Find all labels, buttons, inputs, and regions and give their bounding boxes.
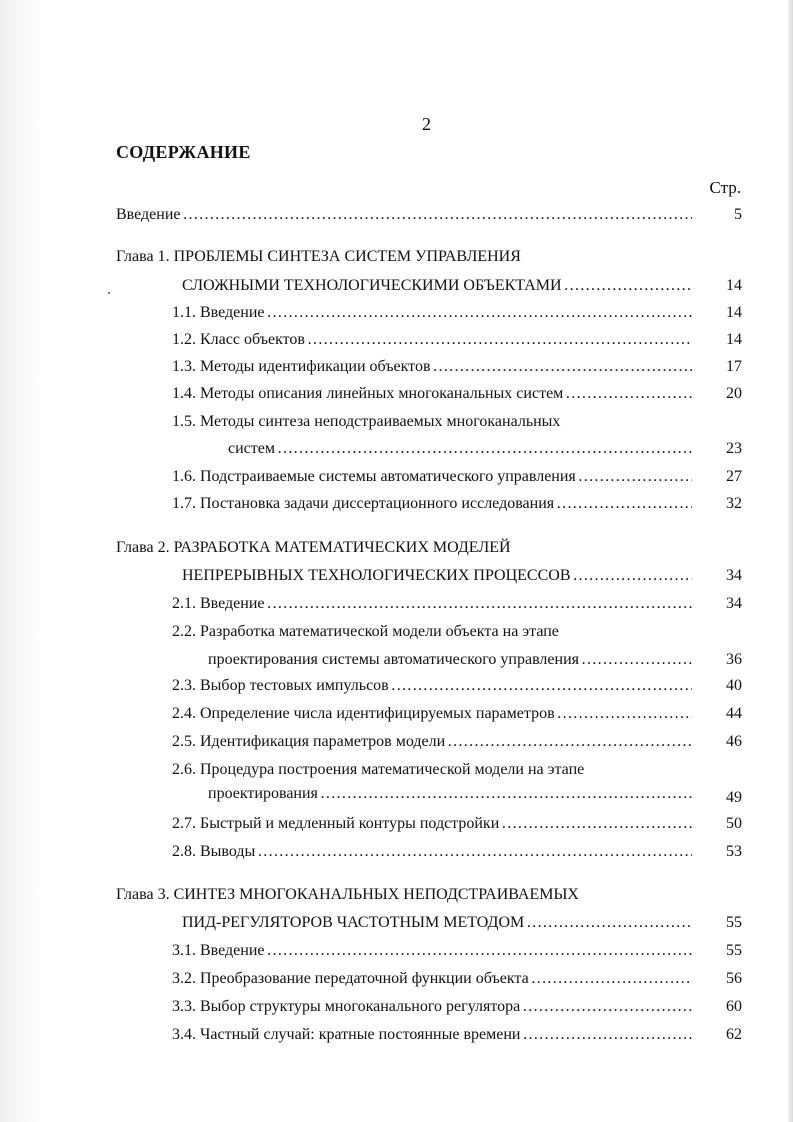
dot-leader — [556, 494, 692, 514]
toc-entry-text: проектирования — [208, 785, 318, 802]
chapter-1-heading-line1: Глава 1. ПРОБЛЕМЫ СИНТЕЗА СИСТЕМ УПРАВЛЕНИЯ — [116, 248, 521, 265]
toc-entry — [172, 704, 742, 724]
toc-entry-intro — [116, 205, 742, 225]
toc-entry-text: проектирования системы автоматического управления — [208, 651, 579, 668]
toc-entry — [172, 969, 742, 989]
toc-entry — [172, 676, 742, 696]
toc-entry — [172, 384, 742, 404]
dot-leader — [565, 384, 692, 404]
toc-page-number: 60 — [726, 998, 742, 1015]
toc-entry — [172, 1025, 742, 1045]
toc-entry-text: 3.4. Частный случай: кратные постоянные времени — [172, 1026, 521, 1043]
toc-entry — [228, 439, 742, 459]
toc-entry-text: 1.4. Методы описания линейных многоканальных систем — [172, 385, 564, 402]
toc-title: СОДЕРЖАНИЕ — [116, 142, 251, 162]
chapter-3-heading — [182, 913, 742, 933]
dot-leader — [277, 439, 692, 459]
dot-leader — [531, 969, 692, 989]
toc-entry-text: 2.1. Введение — [172, 595, 265, 612]
page-number: 2 — [422, 114, 431, 134]
toc-entry-text: ПИД-РЕГУЛЯТОРОВ ЧАСТОТНЫМ МЕТОДОМ — [182, 914, 525, 931]
dot-leader — [522, 1025, 692, 1045]
toc-entry-text: 2.5. Идентификация параметров модели — [172, 733, 446, 750]
toc-entry — [172, 357, 742, 377]
toc-entry-text: 1.1. Введение — [172, 304, 265, 321]
toc-page-number: 53 — [726, 843, 742, 860]
toc-entry — [172, 330, 742, 350]
toc-entry — [172, 594, 742, 614]
scan-speck — [108, 292, 110, 294]
toc-entry-text: 2.4. Определение числа идентифицируемых параметров — [172, 705, 555, 722]
toc-entry — [172, 732, 742, 752]
dot-leader — [320, 784, 692, 804]
toc-entry — [172, 814, 742, 834]
dot-leader — [564, 276, 692, 296]
toc-page-number: 20 — [726, 385, 742, 402]
toc-entry-text: 1.2. Класс объектов — [172, 331, 305, 348]
scan-shadow — [0, 0, 42, 1122]
toc-entry-text: 1.5. Методы синтеза неподстраиваемых многоканальных — [172, 413, 561, 430]
toc-entry — [208, 784, 742, 804]
toc-entry — [172, 941, 742, 961]
toc-entry — [172, 467, 742, 487]
toc-entry-text: 2.8. Выводы — [172, 843, 256, 860]
toc-entry — [172, 303, 742, 323]
dot-leader — [183, 205, 693, 225]
dot-leader — [573, 566, 693, 586]
toc-entry-text: 3.2. Преобразование передаточной функции объекта — [172, 970, 529, 987]
toc-page-number: 17 — [726, 358, 742, 375]
dot-leader — [267, 594, 693, 614]
dot-leader — [557, 704, 692, 724]
toc-page-number: 49 — [726, 789, 742, 806]
toc-page-number: 46 — [726, 733, 742, 750]
dot-leader — [391, 676, 692, 696]
dot-leader — [433, 357, 692, 377]
toc-entry — [208, 650, 742, 670]
toc-page-number: 55 — [726, 914, 742, 931]
chapter-2-heading — [182, 566, 742, 586]
toc-page-number: 32 — [726, 495, 742, 512]
toc-entry-text: 2.7. Быстрый и медленный контуры подстройки — [172, 815, 500, 832]
toc-page-number: 5 — [734, 206, 742, 223]
chapter-3-heading-line1: Глава 3. СИНТЕЗ МНОГОКАНАЛЬНЫХ НЕПОДСТРАИВАЕМЫХ — [116, 886, 579, 903]
dot-leader — [522, 997, 692, 1017]
toc-page-number: 40 — [726, 677, 742, 694]
toc-page-number: 14 — [726, 277, 742, 294]
toc-page-number: 23 — [726, 440, 742, 457]
toc-page-number: 62 — [726, 1026, 742, 1043]
dot-leader — [307, 330, 692, 350]
dot-leader — [447, 732, 692, 752]
toc-page-number: 44 — [726, 705, 742, 722]
toc-entry-text: 1.6. Подстраиваемые системы автоматического управления — [172, 468, 576, 485]
toc-page-number: 56 — [726, 970, 742, 987]
toc-page-number: 34 — [726, 567, 742, 584]
toc-entry-text: 2.2. Разработка математической модели объекта на этапе — [172, 623, 559, 640]
toc-entry — [172, 494, 742, 514]
dot-leader — [526, 913, 692, 933]
toc-page-number: 50 — [726, 815, 742, 832]
dot-leader — [578, 467, 692, 487]
toc-entry-text: СЛОЖНЫМИ ТЕХНОЛОГИЧЕСКИМИ ОБЪЕКТАМИ — [182, 277, 562, 294]
toc-entry-text: 3.3. Выбор структуры многоканального регулятора — [172, 998, 521, 1015]
toc-page-number: 34 — [726, 595, 742, 612]
dot-leader — [267, 303, 693, 323]
toc-entry-text: 2.6. Процедура построения математической модели на этапе — [172, 761, 585, 778]
dot-leader — [501, 814, 692, 834]
chapter-2-heading-line1: Глава 2. РАЗРАБОТКА МАТЕМАТИЧЕСКИХ МОДЕЛЕЙ — [116, 539, 511, 556]
chapter-1-heading — [182, 276, 742, 296]
toc-page-number: 27 — [726, 468, 742, 485]
dot-leader — [257, 842, 692, 862]
toc-entry-text: Введение — [116, 206, 181, 223]
toc-entry — [172, 842, 742, 862]
page-column-header: Стр. — [709, 178, 741, 197]
dot-leader — [581, 650, 692, 670]
toc-entry-text: систем — [228, 440, 275, 457]
toc-page-number: 14 — [726, 304, 742, 321]
dot-leader — [267, 941, 693, 961]
toc-entry-text: 1.3. Методы идентификации объектов — [172, 358, 431, 375]
toc-entry-text: 3.1. Введение — [172, 942, 265, 959]
toc-entry-text: 2.3. Выбор тестовых импульсов — [172, 677, 389, 694]
scan-edge — [788, 0, 793, 1122]
toc-entry-text: 1.7. Постановка задачи диссертационного исследования — [172, 495, 555, 512]
toc-entry-text: НЕПРЕРЫВНЫХ ТЕХНОЛОГИЧЕСКИХ ПРОЦЕССОВ — [182, 567, 571, 584]
toc-entry — [172, 997, 742, 1017]
toc-page-number: 14 — [726, 331, 742, 348]
toc-page-number: 36 — [726, 651, 742, 668]
toc-page-number: 55 — [726, 942, 742, 959]
